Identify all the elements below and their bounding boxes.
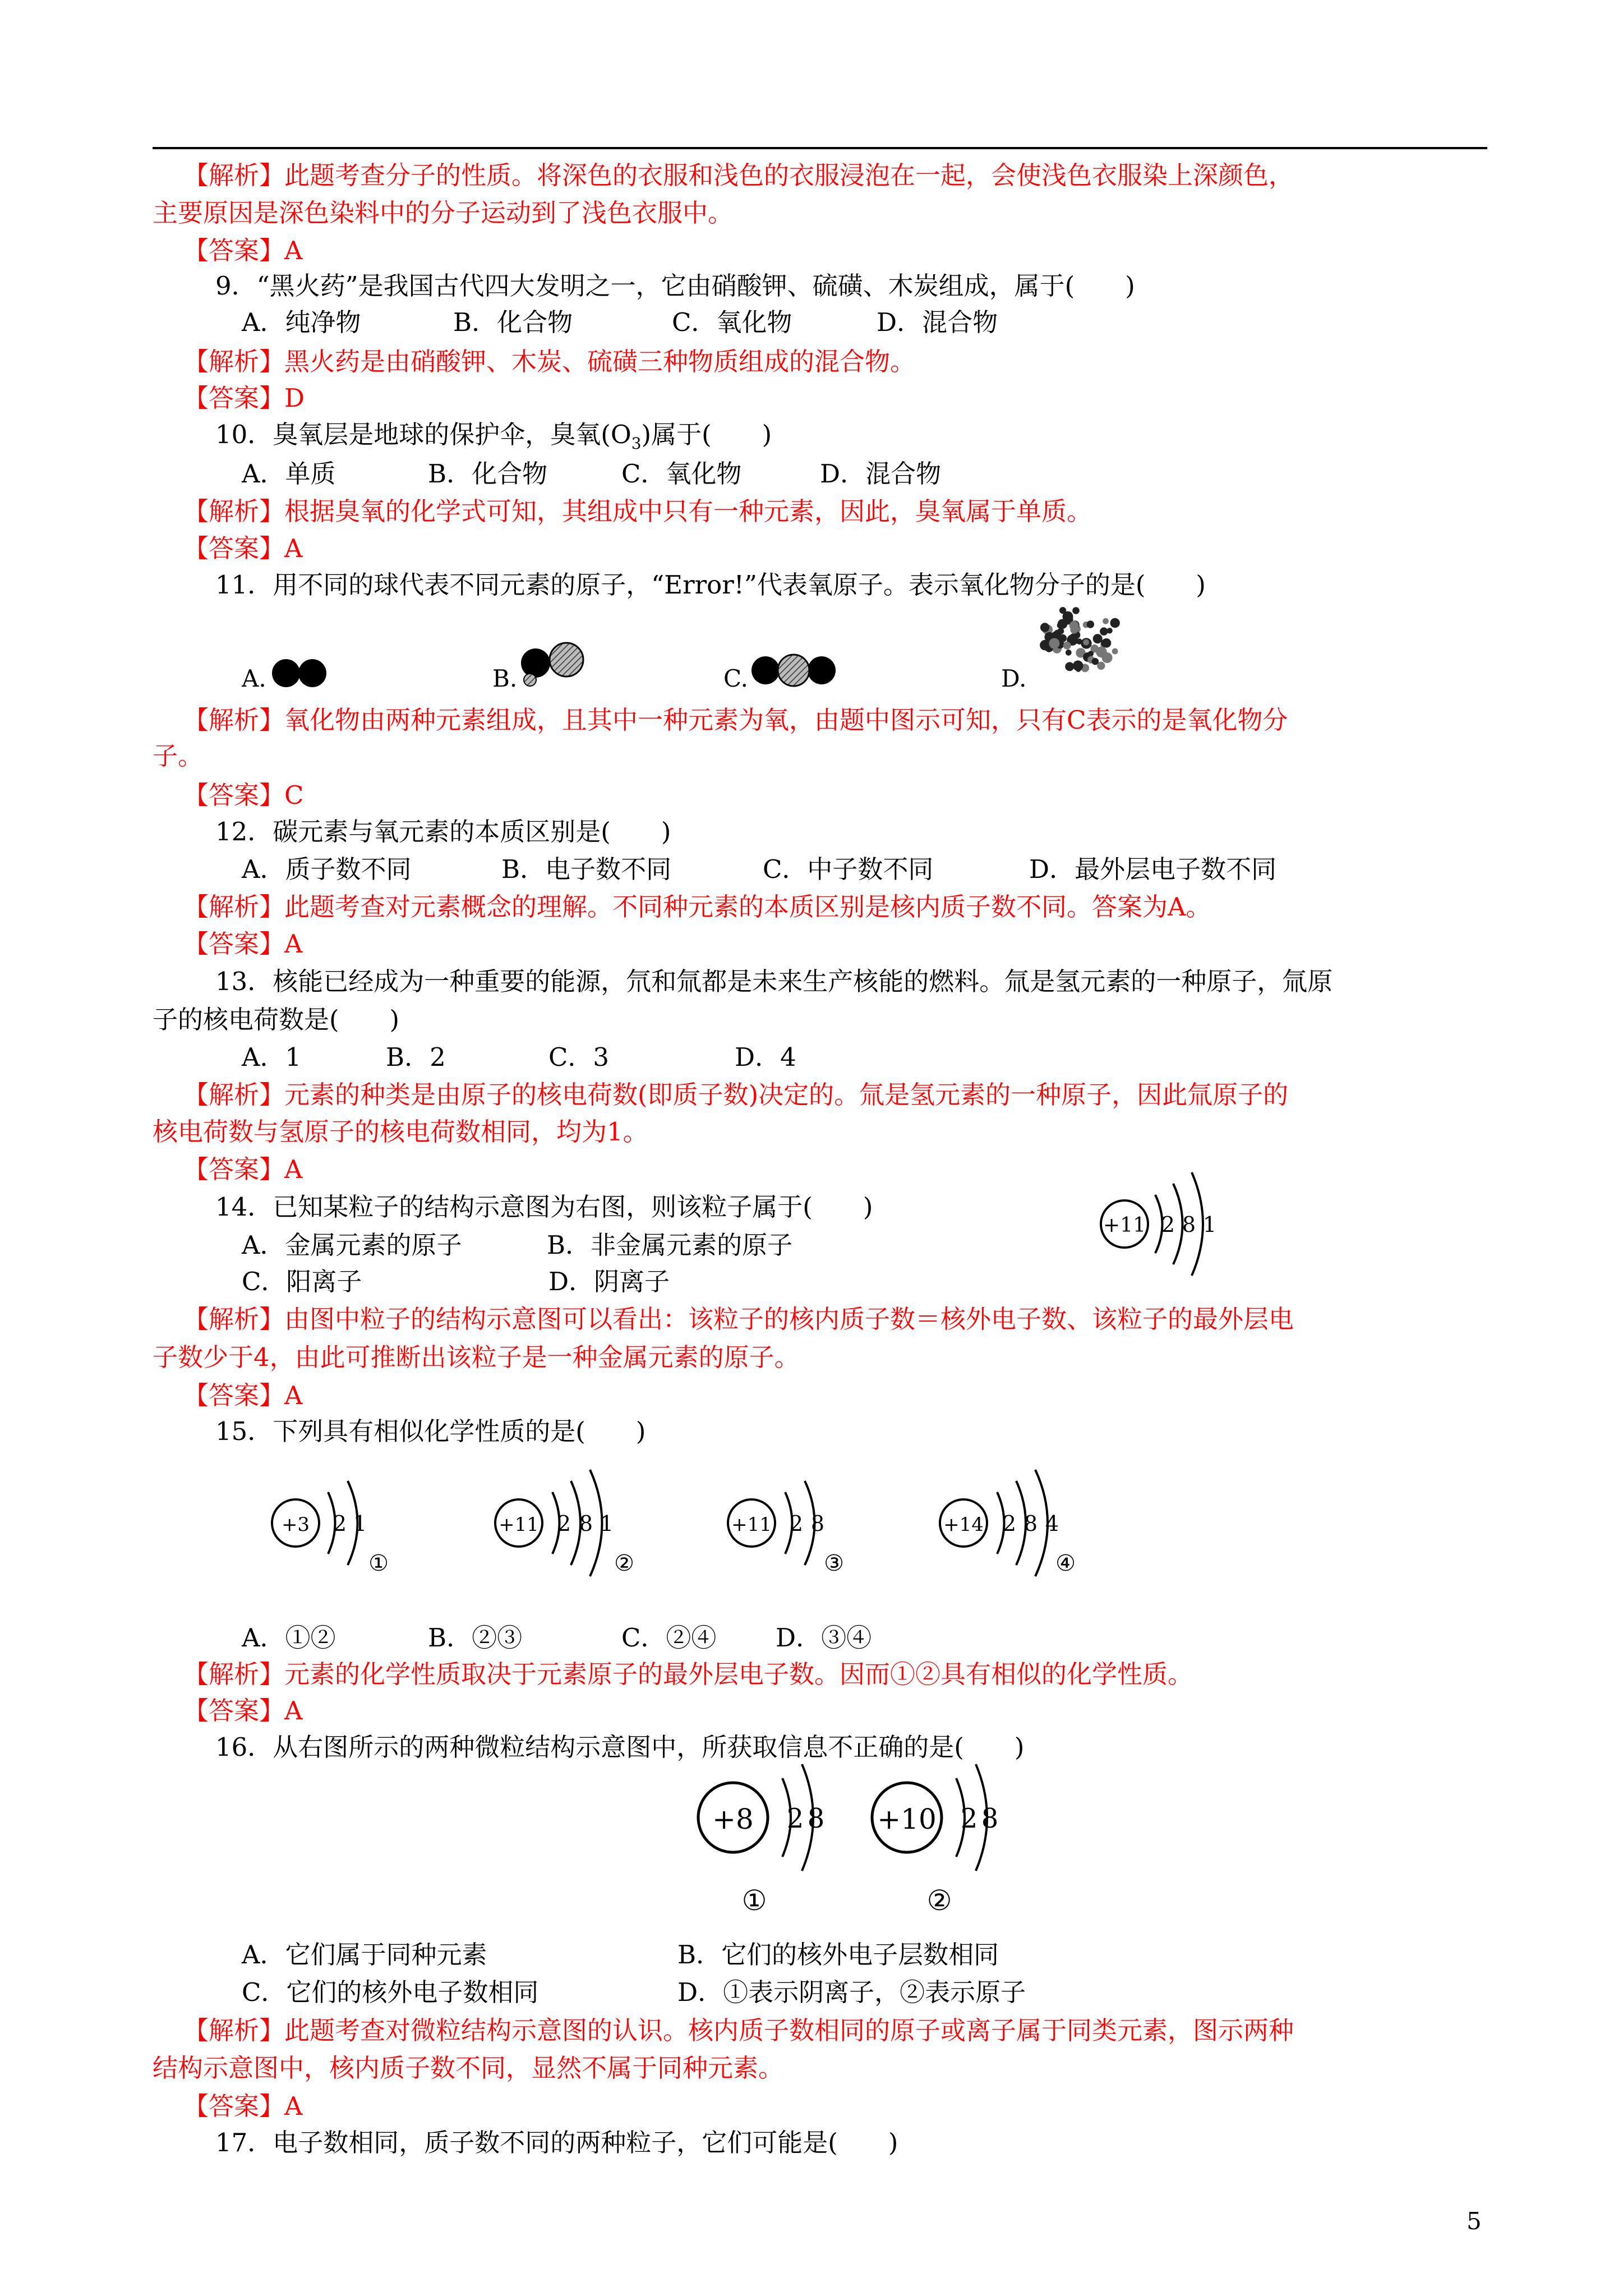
q14-option-a: A．金属元素的原子 [242,1230,462,1260]
q12-stem: 12．碳元素与氧元素的本质区别是( ) [215,817,671,846]
q14-stem: 14．已知某粒子的结构示意图为右图，则该粒子属于( ) [215,1192,873,1222]
q15-option-b: B．②③ [428,1623,523,1653]
q15-option-d: D．③④ [776,1623,872,1653]
q15-d4-label: ④ [1055,1550,1076,1576]
q8-analysis-line2: 主要原因是深色染料中的分子运动到了浅色衣服中。 [153,198,734,228]
q9-option-d: D．混合物 [877,307,998,337]
q15-d2-label: ② [614,1550,634,1576]
q14-option-c: C．阳离子 [242,1267,362,1296]
q11-answer: 【答案】C [183,780,304,810]
q15-d4-shell-3: 4 [1045,1511,1059,1536]
q16-diagram-2 [872,1764,998,1917]
q12-answer: 【答案】A [183,929,303,959]
q9-option-b: B．化合物 [453,307,573,337]
q15-d1-label: ① [368,1550,389,1576]
q10-answer: 【答案】A [183,533,303,563]
q16-option-a: A．它们属于同种元素 [242,1940,487,1970]
q13-option-a: A．1 [242,1042,302,1072]
q13-option-c: C．3 [548,1042,610,1072]
q10-option-d: D．混合物 [820,459,942,489]
q14-answer: 【答案】A [183,1381,303,1410]
q14-analysis-line2: 子数少于4，由此可推断出该粒子是一种金属元素的原子。 [153,1342,800,1372]
q12-option-d: D．最外层电子数不同 [1029,854,1277,884]
q16-d1-shell-1: 2 [786,1803,804,1834]
q13-option-b: B．2 [386,1042,446,1072]
q11-option-b-label: B. [492,665,518,692]
q10-option-b: B．化合物 [428,459,548,489]
q14-shell-2: 8 [1182,1212,1196,1237]
q16-d2-nucleus: +10 [877,1803,937,1835]
q9-analysis: 【解析】黑火药是由硝酸钾、木炭、硫磺三种物质组成的混合物。 [183,347,916,376]
q15-option-a: A．①② [242,1623,336,1653]
q14-shell-3: 1 [1202,1212,1217,1237]
q10-stem: 10．臭氧层是地球的保护伞，臭氧$(O_3)$属于( ) [215,420,772,453]
q14-option-d: D．阴离子 [548,1267,670,1296]
q8-analysis-line1: 【解析】此题考查分子的性质。将深色的衣服和浅色的衣服浸泡在一起，会使浅色衣服染上深颜色， [183,160,1294,190]
q12-option-c: C．中子数不同 [763,854,934,884]
q13-analysis-line1: 【解析】元素的种类是由原子的核电荷数(即质子数)决定的。氚是氢元素的一种原子，因此氚原子的 [183,1080,1289,1110]
q10-option-a: A．单质 [242,459,336,489]
q16-option-d: D．①表示阴离子，②表示原子 [677,1977,1026,2007]
q15-d3-label: ③ [824,1550,844,1576]
q14-nucleus-charge: +11 [1103,1214,1146,1237]
q12-option-b: B．电子数不同 [501,854,672,884]
q11-analysis-line1: 【解析】氧化物由两种元素组成，且其中一种元素为氧，由题中图示可知，只有C表示的是氧化物分 [183,705,1288,735]
q12-option-a: A．质子数不同 [242,854,412,884]
q12-analysis: 【解析】此题考查对元素概念的理解。不同种元素的本质区别是核内质子数不同。答案为A。 [183,892,1211,922]
q15-d2-shell-1: 2 [557,1511,571,1536]
q11-option-c-label: C. [723,665,748,692]
q11-analysis-line2: 子。 [153,741,204,771]
q9-option-a: A．纯净物 [242,307,361,337]
q13-stem-line1: 13．核能已经成为一种重要的能源，氘和氚都是未来生产核能的燃料。氚是氢元素的一种原子，氚原 [215,967,1333,996]
q16-d2-shell-2: 8 [981,1803,999,1834]
q11-stem: 11．用不同的球代表不同元素的原子，“Error!”代表氧原子。表示氧化物分子的是( ) [215,570,1206,600]
q16-d2-label: ② [926,1884,952,1917]
q17-stem: 17．电子数相同，质子数不同的两种粒子，它们可能是( ) [215,2128,898,2157]
q13-option-d: D．4 [735,1042,796,1072]
q11-option-a-label: A. [242,665,266,692]
q15-d3-nucleus: +11 [731,1513,772,1536]
q15-d1-shell-1: 2 [333,1511,347,1536]
q16-answer: 【答案】A [183,2091,303,2121]
q13-answer: 【答案】A [183,1154,303,1184]
q15-d4-shell-1: 2 [1002,1511,1017,1536]
q16-d1-nucleus: +8 [712,1803,754,1835]
q16-option-c: C．它们的核外电子数相同 [242,1977,539,2007]
q16-d1-shell-2: 8 [807,1803,825,1834]
q16-stem: 16．从右图所示的两种微粒结构示意图中，所获取信息不正确的是( ) [215,1732,1025,1762]
q15-d4-shell-2: 8 [1023,1511,1038,1536]
q15-d1-nucleus: +3 [281,1513,310,1536]
q14-option-b: B．非金属元素的原子 [547,1230,793,1260]
q16-option-b: B．它们的核外电子层数相同 [677,1940,999,1970]
q15-d2-shell-2: 8 [579,1511,593,1536]
q13-analysis-line2: 核电荷数与氢原子的核电荷数相同，均为1。 [153,1117,648,1147]
q15-d1-shell-2: 1 [353,1511,367,1536]
q9-option-c: C．氧化物 [672,307,792,337]
q10-option-c: C．氧化物 [621,459,742,489]
q15-answer: 【答案】A [183,1696,303,1726]
q16-analysis-line1: 【解析】此题考查对微粒结构示意图的认识。核内质子数相同的原子或离子属于同类元素，图示两种 [183,2016,1294,2045]
q15-d2-nucleus: +11 [499,1513,539,1536]
q14-analysis-line1: 【解析】由图中粒子的结构示意图可以看出：该粒子的核内质子数＝核外电子数、该粒子的最外层电 [183,1304,1294,1334]
q14-shell-1: 2 [1161,1212,1175,1237]
q15-option-c: C．②④ [621,1623,717,1653]
q13-stem-line2: 子的核电荷数是( ) [153,1005,400,1034]
q15-stem: 15．下列具有相似化学性质的是( ) [215,1416,646,1446]
q9-stem: 9．“黑火药”是我国古代四大发明之一，它由硝酸钾、硫磺、木炭组成，属于( ) [215,271,1135,301]
q15-d3-shell-1: 2 [789,1511,804,1536]
q11-option-d-label: D. [1001,665,1027,692]
q15-d4-nucleus: +14 [943,1513,984,1536]
q15-d2-shell-3: 1 [600,1511,614,1536]
page-number: 5 [1467,2207,1482,2235]
q16-analysis-line2: 结构示意图中，核内质子数不同，显然不属于同种元素。 [153,2053,784,2083]
q10-analysis: 【解析】根据臭氧的化学式可知，其组成中只有一种元素，因此，臭氧属于单质。 [183,496,1092,526]
q8-answer: 【答案】A [183,236,303,265]
q15-d3-shell-2: 8 [810,1511,825,1536]
q15-analysis: 【解析】元素的化学性质取决于元素原子的最外层电子数。因而①②具有相似的化学性质。 [183,1659,1193,1689]
q16-diagram-1 [698,1764,824,1917]
q16-d2-shell-1: 2 [960,1803,978,1834]
q9-answer: 【答案】D [183,383,305,413]
q16-d1-label: ① [741,1884,767,1917]
